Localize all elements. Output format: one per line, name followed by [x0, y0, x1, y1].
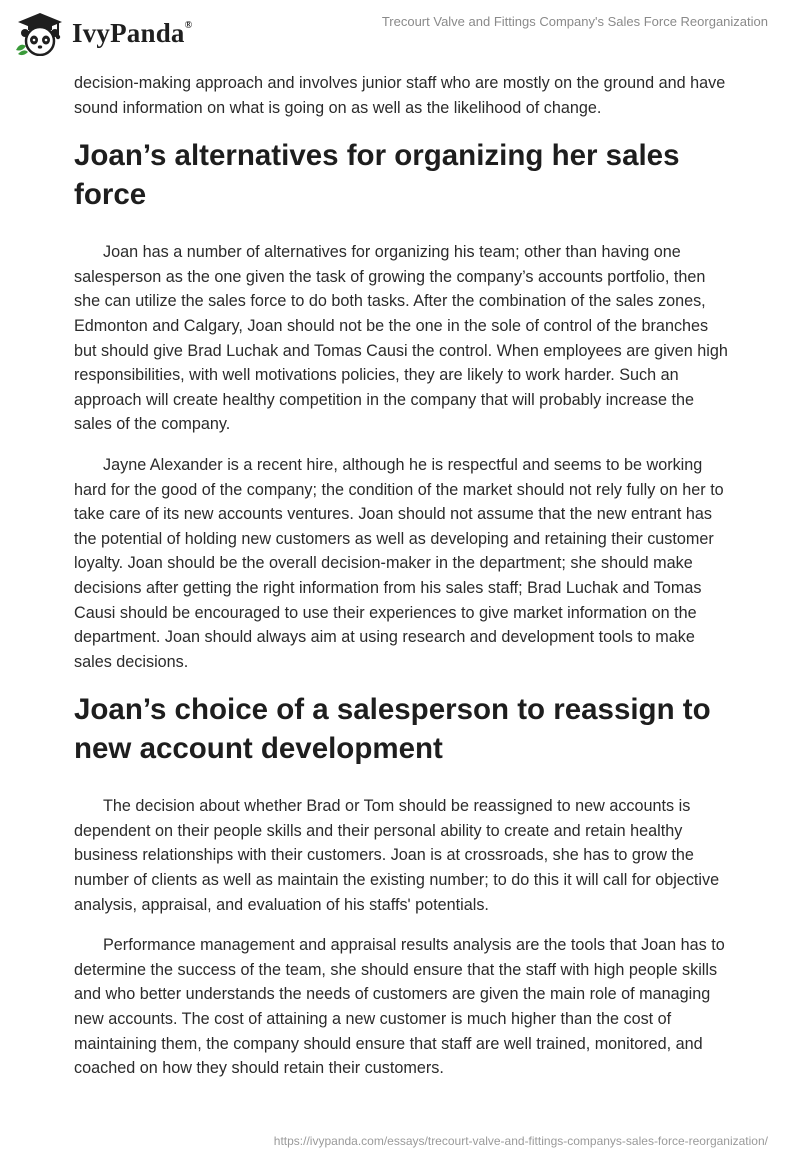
source-url[interactable]: https://ivypanda.com/essays/trecourt-valve-and-fittings-companys-sales-force-reorganization/ — [273, 1134, 768, 1148]
section-heading-reassign: Joan’s choice of a salesperson to reassign to new account development — [74, 693, 711, 766]
section-heading-alternatives: Joan’s alternatives for organizing her sales force — [74, 139, 680, 212]
lead-paragraph: decision-making approach and involves junior staff who are mostly on the ground and have sound information on what is going on as well as the likelihood of change. — [74, 74, 726, 117]
panda-graduate-icon — [14, 10, 66, 56]
paragraph: Jayne Alexander is a recent hire, although he is respectful and seems to be working hard for the good of the company; the condition of the market should not rely fully on her to take care of its new accounts ventures. Joan should not assume that the new entrant has the potential of holding new customers as well as developing and retaining their customer loyalty. Joan should be the overall decision-maker in the department; she should make decisions after getting the right information from his sales staff; Brad Luchak and Tomas Causi should be encouraged to use their experiences to give market information on the department. Joan should always aim at using research and development tools to make sales decisions. — [74, 455, 724, 671]
paragraph: The decision about whether Brad or Tom should be reassigned to new accounts is dependent on their people skills and their personal ability to create and retain healthy business relationships with their customers. Joan is at crossroads, she has to grow the number of clients as well as maintain the existing number; to do this it will call for objective analysis, appraisal, and evaluation of his staffs' potentials. — [74, 797, 720, 914]
paragraph: Joan has a number of alternatives for organizing his team; other than having one salesperson as the one given the task of growing the company’s accounts portfolio, then she can utilize the sales force to do both tasks. After the combination of the sales zones, Edmonton and Calgary, Joan should not be the one in the sole of control of the branches but should give Brad Luchak and Tomas Causi the control. When employees are given high responsibilities, with well motivations policies, they are likely to work harder. Such an approach will create healthy competition in the company that will probably increase the sales of the company. — [74, 243, 728, 434]
brand-logo[interactable] — [14, 10, 192, 56]
registered-mark: ® — [184, 19, 193, 31]
document-title: Trecourt Valve and Fittings Company's Sales Force Reorganization — [381, 14, 768, 29]
essay-content — [74, 70, 734, 1081]
brand-name: IvyPanda® — [72, 17, 193, 48]
page-header — [0, 0, 800, 70]
paragraph: Performance management and appraisal results analysis are the tools that Joan has to determine the success of the team, she should ensure that the staff with high people skills and who better understands the needs of customers are given the main role of managing new accounts. The cost of attaining a new customer is much higher than the cost of maintaining them, the company should ensure that staff are well trained, monitored, and coached on how they should retain their customers. — [74, 936, 725, 1078]
